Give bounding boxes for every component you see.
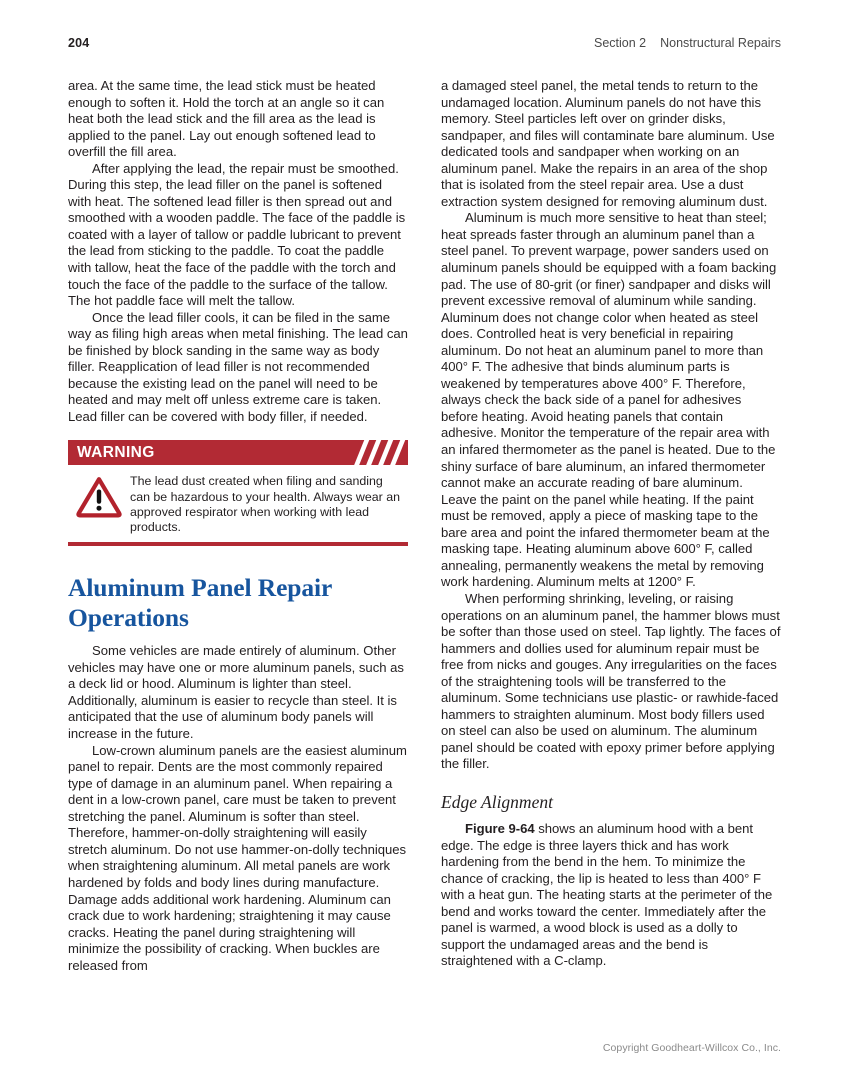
diagonal-stripes-icon <box>348 440 408 465</box>
warning-text: The lead dust created when filing and sanding can be hazardous to your health. Always wear an approved respirator when working with lead products. <box>130 474 401 535</box>
right-column <box>441 78 781 1023</box>
paragraph: Once the lead filler cools, it can be filed in the same way as filing high areas when metal finishing. The lead can be finished by block sanding in the same way as body filler. Reapplication of lead filler is not recommended because the existing lead on the panel will need to be heated and may melt off unless extreme care is taken. Lead filler can be covered with body filler, if needed. <box>68 309 408 424</box>
running-head <box>68 36 781 54</box>
page-number: 204 <box>68 36 90 50</box>
left-column <box>68 78 408 1023</box>
paragraph: area. At the same time, the lead stick must be heated enough to soften it. Hold the torch at an angle so it can heat both the lead stick and the fill area as the lead is applied to the panel. Lay out enough softened lead to overfill the fill area. <box>68 78 385 160</box>
copyright-notice: Copyright Goodheart-Willcox Co., Inc. <box>602 1042 781 1054</box>
paragraph: Aluminum is much more sensitive to heat than steel; heat spreads faster through an aluminum panel than a steel panel. To prevent warpage, power sanders used on aluminum panels should be equipped with a foam backing pad. The use of 80-grit (or finer) sandpaper and disks will prevent excessive removal of aluminum while sanding. Aluminum does not change color when heated as steel does. Controlled heat is very beneficial in repairing aluminum. Do not heat an aluminum panel to more than 400° F. The adhesive that binds aluminum parts is weakened by temperatures above 400° F. Therefore, always check the back side of a panel for adhesives before heating. Avoid heating panels that contain adhesive. Monitor the temperature of the repair area with an infared thermometer as the panel is heated. Due to the shiny surface of bare aluminum, an infared thermometer cannot make an accurate reading of bare aluminum. Leave the paint on the panel while heating. If the paint must be removed, apply a piece of masking tape to the bare area and point the infared thermometer beam at the masking tape. Heating aluminum above 600° F, called annealing, permanently weakens the metal by removing work hardening. Aluminum melts at 1200° F. <box>441 210 777 590</box>
warning-triangle-icon <box>68 474 130 518</box>
paragraph: a damaged steel panel, the metal tends to return to the undamaged location. Aluminum panels do not have this memory. Steel particles left over on grinder disks, sandpaper, and files will contaminate bare aluminum. Use dedicated tools and sandpaper when working on an aluminum panel. Make the repairs in an area of the shop that is isolated from the steel repair area. Use a dust extraction system designed for removing aluminum dust. <box>441 78 775 209</box>
paragraph: When performing shrinking, leveling, or raising operations on an aluminum panel, the hammer blows must be softer than those used on steel. Tap lightly. The faces of hammers and dollies used for aluminum repair must be free from nicks and gouges. Any irregularities on the faces of the straightening tools will be transferred to the aluminum. Some technicians use plastic- or rawhide-faced hammers to straighten aluminum. Most body fillers used on steel can also be used on aluminum. The aluminum panel should be coated with epoxy primer before applying the filler. <box>441 590 781 772</box>
section-label: Section 2 <box>593 36 647 50</box>
warning-callout <box>68 440 408 546</box>
body-columns <box>68 78 781 1023</box>
paragraph: Low-crown aluminum panels are the easiest aluminum panel to repair. Dents are the most commonly repaired type of damage in an aluminum panel. When repairing a dent in a low-crown panel, care must be taken to prevent stretching the panel. Aluminum is softer than steel. Therefore, hammer-on-dolly straightening will easily stretch aluminum. Do not use hammer-on-dolly techniques when straightening aluminum. All metal panels are work hardened by folds and body lines during manufacture. Damage adds additional work hardening. Aluminum can crack due to work hardening; straightening it may cause cracks. Heating the panel during straightening will minimize the possibility of cracking. When buckles are released from <box>68 742 407 973</box>
warning-header-bar <box>68 440 408 465</box>
warning-label: WARNING <box>77 443 155 461</box>
figure-reference: Figure 9-64 <box>465 820 535 836</box>
footer <box>68 1042 781 1054</box>
paragraph: Some vehicles are made entirely of aluminum. Other vehicles may have one or more aluminum panels, such as a deck lid or hood. Aluminum is lighter than steel. Additionally, aluminum is easier to recycle than steel. It is anticipated that the use of aluminum body panels will increase in the future. <box>68 643 404 742</box>
page-title: Aluminum Panel Repair Operations <box>68 573 332 633</box>
section-title: Nonstructural Repairs <box>660 36 781 50</box>
subheading: Edge Alignment <box>441 791 553 812</box>
warning-bottom-rule <box>68 542 408 546</box>
paragraph: After applying the lead, the repair must be smoothed. During this step, the lead filler on the panel is softened with heat. The softened lead filler is then spread out and smoothed with a wooden paddle. The face of the paddle is coated with a layer of tallow or paddle lubricant to prevent the lead from sticking to the paddle. To coat the paddle with tallow, heat the face of the paddle with the torch and touch the face of the paddle to the surface of the tallow. The hot paddle face will melt the tallow. <box>68 160 406 309</box>
figure-paragraph-text: shows an aluminum hood with a bent edge. The edge is three layers thick and has work hardening from the bend in the hem. To minimize the chance of cracking, the lip is heated to less than 400° F with a heat gun. The heating starts at the perimeter of the bend and works toward the center. Immediately after the panel is warmed, a wood block is used as a dolly to support the undamaged areas and the bend is straightened with a C-clamp. <box>441 820 773 969</box>
running-head-right <box>594 36 781 50</box>
warning-body <box>68 465 408 541</box>
figure-paragraph <box>441 821 781 970</box>
